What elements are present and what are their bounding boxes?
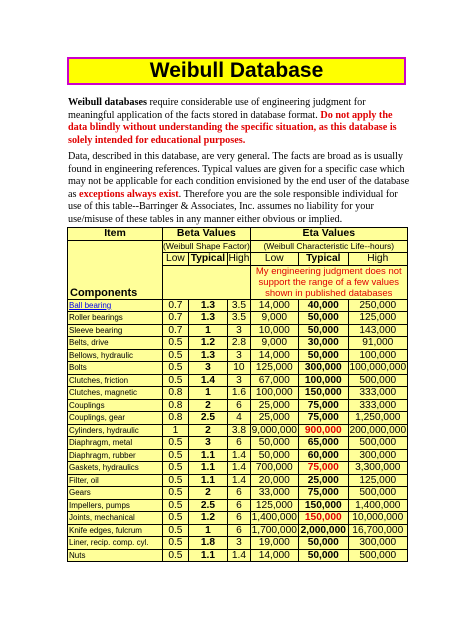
beta-high: 6 — [228, 524, 251, 537]
eta-high: 1,250,000 — [348, 412, 407, 425]
eta-high: 500,000 — [348, 437, 407, 450]
eta-typical: 50,000 — [298, 324, 348, 337]
component-name: Couplings — [68, 399, 163, 412]
eta-low: 125,000 — [250, 362, 298, 375]
beta-typical: 1.2 — [188, 337, 227, 350]
beta-low: 0.8 — [163, 387, 189, 400]
eta-high: 333,000 — [348, 387, 407, 400]
table-row — [68, 537, 408, 550]
col-header: High — [348, 253, 407, 266]
component-name: Gaskets, hydraulics — [68, 462, 163, 475]
beta-typical: 3 — [188, 362, 227, 375]
eta-typical: 50,000 — [298, 349, 348, 362]
table-row — [68, 549, 408, 562]
eta-high: 300,000 — [348, 537, 407, 550]
beta-low: 0.5 — [163, 499, 189, 512]
eta-low: 9,000 — [250, 337, 298, 350]
beta-low: 0.5 — [163, 474, 189, 487]
beta-low: 0.5 — [163, 462, 189, 475]
eta-typical: 150,000 — [298, 512, 348, 525]
table-row — [68, 362, 408, 375]
component-name: Belts, drive — [68, 337, 163, 350]
disclaimer-text-2: . Therefore you are the sole responsible individual for use of this table--Barringer & Associates, Inc. assumes no liability for your use/misuse of these tables in any manner either obvious or implied. — [68, 188, 398, 225]
eta-high: 143,000 — [348, 324, 407, 337]
beta-typical: 1 — [188, 524, 227, 537]
eta-low: 9,000,000 — [251, 424, 297, 436]
eta-low: 50,000 — [250, 449, 298, 462]
components-label: Components — [68, 240, 163, 299]
table-row — [68, 487, 408, 500]
eta-typical: 900,000 — [298, 424, 348, 437]
component-name — [68, 299, 163, 312]
beta-typical: 1.4 — [188, 374, 227, 387]
col-header: Low — [250, 253, 298, 266]
eta-high: 125,000 — [348, 312, 407, 325]
beta-low: 0.7 — [163, 299, 189, 312]
beta-typical: 1.1 — [188, 449, 227, 462]
beta-high: 3.8 — [228, 424, 251, 437]
beta-low: 0.5 — [163, 487, 189, 500]
beta-typical: 1 — [188, 324, 227, 337]
beta-high: 2.8 — [228, 337, 251, 350]
beta-typical: 1.1 — [188, 462, 227, 475]
beta-typical: 1.1 — [188, 549, 227, 562]
table-row — [68, 387, 408, 400]
eta-high: 91,000 — [348, 337, 407, 350]
component-name: Diaphragm, rubber — [68, 449, 163, 462]
beta-typical: 2.5 — [188, 499, 227, 512]
beta-low: 0.5 — [163, 512, 189, 525]
beta-high: 1.4 — [228, 549, 251, 562]
eta-high: 500,000 — [348, 487, 407, 500]
table-row — [68, 474, 408, 487]
table-row — [68, 399, 408, 412]
component-link[interactable]: Ball bearing — [69, 300, 112, 310]
eta-low: 9,000 — [250, 312, 298, 325]
beta-low: 0.5 — [163, 524, 189, 537]
item-header: Item — [68, 228, 163, 241]
eta-high: 500,000 — [348, 549, 407, 562]
eta-high: 500,000 — [348, 374, 407, 387]
beta-low: 0.5 — [163, 362, 189, 375]
eta-high: 16,700,000 — [348, 524, 407, 537]
eta-low: 19,000 — [250, 537, 298, 550]
eta-high: 200,000,000 — [349, 424, 407, 436]
beta-typical: 2 — [188, 424, 227, 437]
component-name: Bellows, hydraulic — [68, 349, 163, 362]
eta-typical: 100,000 — [298, 374, 348, 387]
eta-high: 1,400,000 — [348, 499, 407, 512]
eta-low: 700,000 — [250, 462, 298, 475]
disclaimer-text-1: Data, described in this database, are very general. The facts are broad as is usually found in engineering references. Typical values are given for a specific case which may not be applicable for each condition envisioned by the end user of the database as — [68, 151, 410, 200]
eta-low: 20,000 — [250, 474, 298, 487]
component-name: Gears — [68, 487, 163, 500]
beta-header: Beta Values — [163, 228, 251, 241]
beta-typical: 2.5 — [188, 412, 227, 425]
table-row — [68, 462, 408, 475]
beta-low: 0.5 — [163, 549, 189, 562]
eta-typical: 2,000,000 — [298, 524, 348, 537]
beta-low: 0.8 — [163, 399, 189, 412]
col-header: Typical — [188, 253, 227, 266]
beta-low: 0.5 — [163, 337, 189, 350]
table-row — [68, 312, 408, 325]
beta-low: 0.5 — [163, 537, 189, 550]
eta-high: 333,000 — [348, 399, 407, 412]
beta-typical: 2 — [188, 487, 227, 500]
beta-high: 3 — [228, 374, 251, 387]
intro-text: require considerable use of engineering judgment for meaningful application of the facts stored in database format. — [68, 97, 366, 121]
component-name: Roller bearings — [68, 312, 163, 325]
beta-high: 1.6 — [228, 387, 251, 400]
eta-low: 100,000 — [250, 387, 298, 400]
beta-high: 3 — [228, 537, 251, 550]
beta-typical: 1.1 — [188, 474, 227, 487]
eta-low: 67,000 — [250, 374, 298, 387]
eta-typical: 75,000 — [298, 487, 348, 500]
warning-text: Do not apply the data blindly without understanding the specific situation, as this database is solely intended for educational purposes. — [68, 109, 397, 146]
table-row — [68, 424, 408, 437]
table-row — [68, 524, 408, 537]
beta-low: 0.5 — [163, 437, 189, 450]
component-name: Knife edges, fulcrum — [68, 524, 163, 537]
component-name: Diaphragm, metal — [68, 437, 163, 450]
component-name: Cylinders, hydraulic — [68, 424, 163, 437]
beta-high: 1.4 — [228, 449, 251, 462]
eta-typical: 150,000 — [298, 499, 348, 512]
weibull-table — [67, 227, 408, 562]
page-title: Weibull Database — [67, 57, 406, 85]
eta-low: 14,000 — [250, 299, 298, 312]
beta-high: 10 — [228, 362, 251, 375]
eta-low: 14,000 — [250, 349, 298, 362]
eta-typical: 25,000 — [298, 474, 348, 487]
beta-typical: 2 — [188, 399, 227, 412]
beta-high: 6 — [228, 399, 251, 412]
eta-subheader: (Weibull Characteristic Life--hours) — [250, 240, 407, 253]
beta-typical: 1.2 — [188, 512, 227, 525]
table-row — [68, 512, 408, 525]
eta-low: 10,000 — [250, 324, 298, 337]
table-row — [68, 337, 408, 350]
eta-typical: 150,000 — [298, 387, 348, 400]
table-row — [68, 374, 408, 387]
eta-typical: 75,000 — [298, 412, 348, 425]
eta-high: 10,000,000 — [348, 512, 407, 525]
beta-low: 0.7 — [163, 324, 189, 337]
beta-subheader: (Weibull Shape Factor) — [163, 240, 250, 251]
eta-low: 14,000 — [250, 549, 298, 562]
beta-low: 1 — [163, 424, 189, 437]
eta-high: 100,000,000 — [349, 362, 407, 374]
eta-low: 25,000 — [250, 399, 298, 412]
eta-typical: 50,000 — [298, 537, 348, 550]
component-name: Clutches, friction — [68, 374, 163, 387]
beta-high: 1.4 — [228, 474, 251, 487]
eta-high: 100,000 — [348, 349, 407, 362]
table-row — [68, 437, 408, 450]
component-name: Clutches, magnetic — [68, 387, 163, 400]
eta-typical: 40,000 — [298, 299, 348, 312]
beta-high: 3.5 — [228, 299, 251, 312]
col-header: High — [228, 253, 250, 265]
table-row — [68, 499, 408, 512]
beta-typical: 1.3 — [188, 349, 227, 362]
table-row — [68, 449, 408, 462]
component-name: Impellers, pumps — [68, 499, 163, 512]
eta-low: 33,000 — [250, 487, 298, 500]
eta-high: 250,000 — [348, 299, 407, 312]
beta-typical: 3 — [188, 437, 227, 450]
eta-typical: 65,000 — [298, 437, 348, 450]
beta-high: 3 — [228, 324, 251, 337]
component-name: Joints, mechanical — [68, 512, 163, 525]
eta-typical: 300,000 — [298, 362, 348, 375]
component-name: Nuts — [68, 549, 163, 562]
beta-typical: 1.3 — [188, 299, 227, 312]
exceptions-highlight: exceptions always exist — [79, 188, 179, 200]
eta-high: 125,000 — [348, 474, 407, 487]
beta-empty-cell — [163, 265, 251, 299]
beta-typical: 1 — [188, 387, 227, 400]
eta-typical: 75,000 — [298, 399, 348, 412]
beta-low: 0.5 — [163, 449, 189, 462]
beta-high: 4 — [228, 412, 251, 425]
component-name: Sleeve bearing — [68, 324, 163, 337]
table-row — [68, 324, 408, 337]
intro-paragraph — [68, 97, 410, 147]
col-header: Typical — [298, 253, 348, 266]
eta-high: 300,000 — [348, 449, 407, 462]
eta-low: 125,000 — [250, 499, 298, 512]
eta-typical: 50,000 — [298, 312, 348, 325]
eta-low: 1,400,000 — [251, 512, 297, 524]
eta-header: Eta Values — [250, 228, 407, 241]
eta-low: 50,000 — [250, 437, 298, 450]
beta-typical: 1.8 — [188, 537, 227, 550]
eta-typical: 50,000 — [298, 549, 348, 562]
beta-typical: 1.3 — [188, 312, 227, 325]
beta-high: 3 — [228, 349, 251, 362]
disclaimer-paragraph — [68, 151, 410, 226]
judgment-note: My engineering judgment does not support the range of a few values shown in published databases — [250, 265, 407, 299]
beta-low: 0.7 — [163, 312, 189, 325]
intro-lead: Weibull databases — [68, 97, 147, 108]
beta-high: 1.4 — [228, 462, 251, 475]
eta-low: 25,000 — [250, 412, 298, 425]
component-name: Couplings, gear — [68, 412, 163, 425]
col-header: Low — [163, 253, 189, 266]
beta-high: 3.5 — [228, 312, 251, 325]
beta-low: 0.5 — [163, 374, 189, 387]
beta-low: 0.5 — [163, 349, 189, 362]
beta-high: 6 — [228, 437, 251, 450]
eta-typical: 30,000 — [298, 337, 348, 350]
beta-high: 6 — [228, 487, 251, 500]
component-name: Bolts — [68, 362, 163, 375]
beta-low: 0.8 — [163, 412, 189, 425]
eta-typical: 60,000 — [298, 449, 348, 462]
beta-high: 6 — [228, 512, 251, 525]
eta-typical: 75,000 — [298, 462, 348, 475]
eta-high: 3,300,000 — [348, 462, 407, 475]
component-name: Liner, recip. comp. cyl. — [68, 537, 163, 550]
beta-high: 6 — [228, 499, 251, 512]
table-row — [68, 412, 408, 425]
table-row — [68, 299, 408, 312]
eta-low: 1,700,000 — [251, 524, 297, 536]
table-row — [68, 349, 408, 362]
component-name: Filter, oil — [68, 474, 163, 487]
